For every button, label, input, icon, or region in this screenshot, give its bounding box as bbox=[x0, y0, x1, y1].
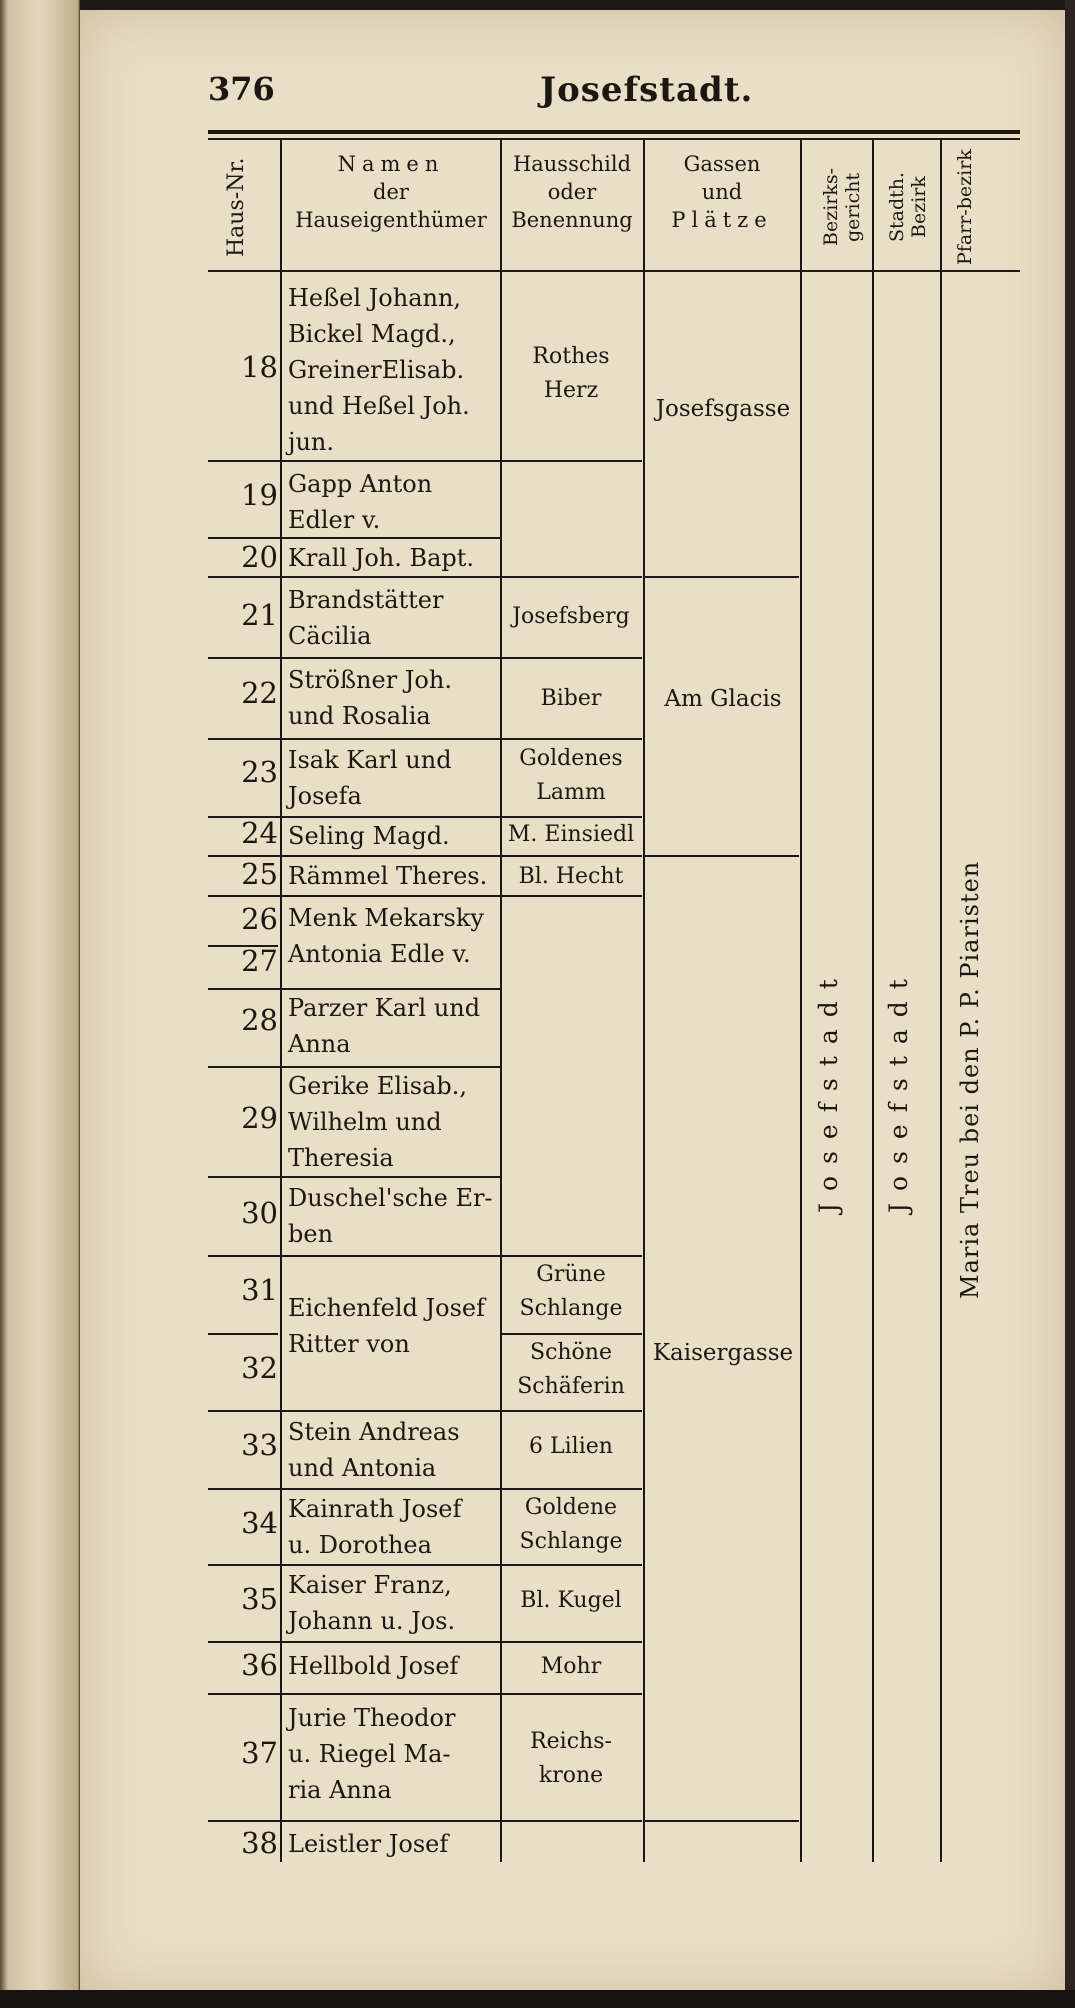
header-gassen: Gassen und Plätze bbox=[671, 152, 773, 232]
row-sep bbox=[208, 1641, 500, 1643]
street-am-glacis: Am Glacis bbox=[664, 686, 782, 712]
house-number: 24 bbox=[241, 816, 278, 850]
col-divider-4 bbox=[800, 140, 802, 1862]
street-sep bbox=[645, 1820, 799, 1822]
house-number: 28 bbox=[241, 1003, 278, 1037]
scan-border bbox=[0, 1990, 1075, 2008]
running-head: Josefstadt. bbox=[540, 70, 754, 110]
sign-sep bbox=[502, 460, 642, 462]
sign-reichskrone: Reichs- krone bbox=[530, 1729, 612, 1788]
house-number: 19 bbox=[241, 478, 278, 512]
owner-cell: Leistler Josef bbox=[288, 1830, 449, 1858]
owner-cell: Heßel Johann, Bickel Magd., GreinerElisab. und Heßel Joh. jun. bbox=[288, 284, 470, 456]
owner-cell: Brandstätter Cäcilia bbox=[288, 586, 444, 650]
sign-josefsberg: Josefsberg bbox=[512, 604, 630, 629]
row-sep bbox=[208, 657, 500, 659]
owner-cell: Gerike Elisab., Wilhelm und Theresia bbox=[288, 1072, 468, 1172]
sign-sep bbox=[502, 738, 642, 740]
street-josefsgasse: Josefsgasse bbox=[655, 396, 791, 422]
sign-6-lilien: 6 Lilien bbox=[529, 1434, 613, 1459]
sign-sep bbox=[502, 1693, 642, 1695]
row-sep bbox=[208, 1564, 500, 1566]
row-sep bbox=[208, 576, 500, 578]
owner-cell: Hellbold Josef bbox=[288, 1652, 459, 1680]
col-divider-6 bbox=[940, 140, 942, 1862]
header-rule bbox=[208, 270, 1020, 272]
owner-cell: Parzer Karl und Anna bbox=[288, 994, 481, 1058]
house-number: 34 bbox=[241, 1506, 278, 1540]
owner-cell: Isak Karl und Josefa bbox=[288, 746, 452, 810]
header-hausschild: Hausschild oder Benennung bbox=[511, 152, 633, 232]
sign-m-einsiedl: M. Einsiedl bbox=[507, 822, 635, 847]
page-number: 376 bbox=[208, 70, 275, 108]
sign-rothes-herz: Rothes Herz bbox=[532, 344, 610, 403]
sign-bl-hecht: Bl. Hecht bbox=[518, 864, 624, 889]
street-sep bbox=[645, 855, 799, 857]
row-sep bbox=[208, 1333, 278, 1335]
stadth-bezirk-josefstadt: Josefstadt bbox=[884, 967, 913, 1213]
col-divider-1 bbox=[280, 140, 282, 1862]
page-edge bbox=[1065, 0, 1075, 2008]
owner-cell: Strößner Joh. und Rosalia bbox=[288, 666, 452, 730]
sign-sep bbox=[502, 1641, 642, 1643]
row-sep bbox=[208, 738, 500, 740]
owner-cell: Kainrath Josef u. Dorothea bbox=[288, 1495, 462, 1559]
header-haus-nr: Haus-Nr. bbox=[224, 157, 249, 258]
house-number: 33 bbox=[241, 1428, 278, 1462]
street-kaisergasse: Kaisergasse bbox=[652, 1340, 794, 1366]
sign-sep bbox=[502, 895, 642, 897]
col-divider-3 bbox=[643, 140, 645, 1862]
house-number: 22 bbox=[241, 676, 278, 710]
house-number: 38 bbox=[241, 1826, 278, 1860]
house-number: 30 bbox=[241, 1196, 278, 1230]
book-gutter bbox=[0, 0, 80, 2008]
col-divider-2 bbox=[500, 140, 502, 1862]
header-stadth-bezirk: Stadth. Bezirk bbox=[886, 171, 930, 243]
house-number: 26 bbox=[241, 902, 278, 936]
row-sep bbox=[208, 1255, 500, 1257]
owner-cell: Stein Andreas und Antonia bbox=[288, 1418, 460, 1482]
owner-cell: Jurie Theodor u. Riegel Ma- ria Anna bbox=[288, 1704, 456, 1804]
top-rule bbox=[208, 130, 1020, 134]
house-number: 18 bbox=[241, 350, 278, 384]
street-sep bbox=[645, 576, 799, 578]
sign-sep bbox=[502, 1333, 642, 1335]
house-number: 21 bbox=[241, 598, 278, 632]
owner-cell: Krall Joh. Bapt. bbox=[288, 544, 475, 572]
sign-goldene-schlange: Goldene Schlange bbox=[519, 1495, 623, 1554]
row-sep bbox=[208, 460, 500, 462]
house-number: 29 bbox=[241, 1101, 278, 1135]
sign-sep bbox=[502, 657, 642, 659]
house-number: 20 bbox=[241, 540, 278, 574]
sign-sep bbox=[502, 1820, 642, 1822]
house-number: 27 bbox=[241, 944, 278, 978]
col-divider-5 bbox=[872, 140, 874, 1862]
sign-goldenes-lamm: Goldenes Lamm bbox=[519, 746, 623, 805]
house-number: 37 bbox=[241, 1736, 278, 1770]
sign-sep bbox=[502, 1564, 642, 1566]
header-namen: Namen der Hauseigenthümer bbox=[295, 152, 487, 232]
sign-sep bbox=[502, 1410, 642, 1412]
owner-cell: Menk Mekarsky Antonia Edle v. bbox=[288, 904, 484, 968]
bezirksgericht-josefstadt: Josefstadt bbox=[814, 967, 843, 1213]
owner-cell: Duschel'sche Er- ben bbox=[288, 1184, 493, 1248]
sign-biber: Biber bbox=[540, 686, 602, 711]
header-bezirksgericht: Bezirks-gericht bbox=[820, 167, 864, 247]
sign-sep bbox=[502, 576, 642, 578]
sign-sep bbox=[502, 1488, 642, 1490]
sign-gruene-schlange: Grüne Schlange bbox=[519, 1262, 623, 1321]
sign-bl-kugel: Bl. Kugel bbox=[520, 1588, 622, 1613]
top-rule-thin bbox=[208, 138, 1020, 140]
sign-schoene-schaeferin: Schöne Schäferin bbox=[517, 1340, 625, 1399]
sign-sep bbox=[502, 855, 642, 857]
owner-cell: Kaiser Franz, Johann u. Jos. bbox=[288, 1571, 456, 1635]
row-sep bbox=[208, 1176, 500, 1178]
row-sep bbox=[208, 1693, 500, 1695]
house-number: 32 bbox=[241, 1351, 278, 1385]
owner-cell: Seling Magd. bbox=[288, 822, 450, 850]
owner-cell: Gapp Anton Edler v. bbox=[288, 470, 433, 534]
house-number: 36 bbox=[241, 1648, 278, 1682]
row-sep bbox=[208, 1820, 500, 1822]
pfarrbezirk-maria-treu: Maria Treu bei den P. P. Piaristen bbox=[956, 860, 984, 1300]
sign-sep bbox=[502, 1255, 642, 1257]
owner-cell: Rämmel Theres. bbox=[288, 862, 488, 890]
header-pfarrbezirk: Pfarr-bezirk bbox=[954, 149, 976, 265]
house-number: 31 bbox=[241, 1273, 278, 1307]
house-number: 35 bbox=[241, 1582, 278, 1616]
sign-mohr: Mohr bbox=[540, 1654, 602, 1679]
owner-cell: Eichenfeld Josef Ritter von bbox=[288, 1294, 485, 1358]
house-number: 25 bbox=[241, 857, 278, 891]
house-number: 23 bbox=[241, 755, 278, 789]
row-sep bbox=[208, 895, 500, 897]
row-sep bbox=[208, 1410, 500, 1412]
row-sep bbox=[208, 1488, 500, 1490]
